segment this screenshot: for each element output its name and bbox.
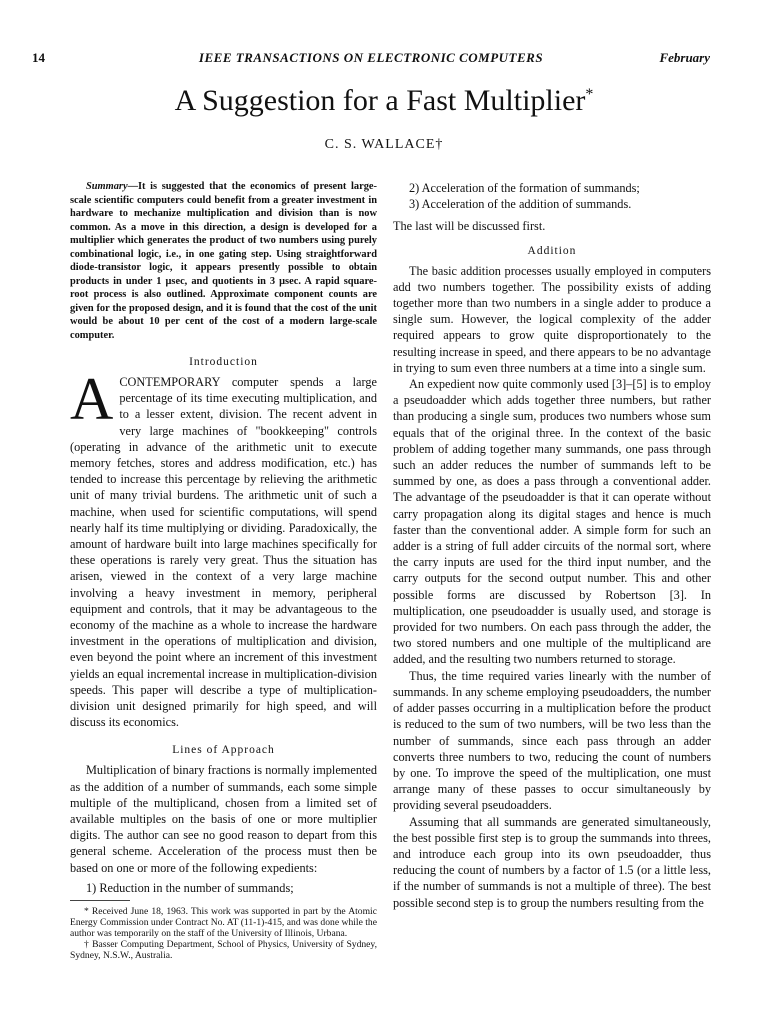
drop-cap: A — [70, 366, 114, 432]
addition-paragraph-4: Assuming that all summands are generated simultaneously, the best possible first step is to group the summands into threes, and introduce each group into its own pseudoadder, thus reducing the count of numbers by a factor of 1.5 (or a little less, if the number of summands is not a multiple of three). The best possible second step is to group the numbers resulting from the — [393, 814, 711, 910]
section-heading-addition: Addition — [527, 244, 577, 257]
intro-text: CONTEMPORARY computer spends a large percentage of its time executing multiplication, and to a lesser extent, division. The recent advent in very large machines of "bookkeeping" controls (operating in advance of the arithmetic unit to execute memory fetches, stores and address modification, etc.) has tended to increase this percentage by relieving the arithmetic unit of many trivial burdens. The arithmetic unit of such a machine, when used for scientific computations, will spend nearly half its time multiplying or dividing. Paradoxically, the amount of hardware built into large machines specifically for these operations is rarely very great. Thus the situation has arisen, viewed in the context of a very large machine involving a heavy investment in memory, peripheral equipment and controls, that it may be advantageous to the economy of the machine as a whole to increase the hardware investment in the operations of multiplication and division, even beyond the point where an increment of this investment yields an equal incremental increase in multiplication-division speeds. This paper will describe a type of multiplication-division unit designed primarily for high speed, and will discuss its economics. — [70, 375, 377, 730]
list-item-1: 1) Reduction in the number of summands; — [86, 880, 294, 895]
summary-abstract — [70, 180, 377, 342]
footnote-rule — [70, 900, 130, 901]
list-item-3: 3) Acceleration of the addition of summands. — [409, 197, 632, 212]
footnotes — [70, 906, 377, 961]
section-heading-introduction: Introduction — [189, 356, 258, 368]
paper-title-text: A Suggestion for a Fast Multiplier — [174, 84, 586, 117]
left-column — [70, 180, 377, 896]
approach-paragraph: Multiplication of binary fractions is normally implemented as the addition of a number of summands, each some simple multiple of the multiplicand, chosen from a limited set of available multiples on the basis of one or more multiplier digits. The author can see no good reason to depart from this general scheme. Acceleration of the process must then be based on one or more of the following expedients: — [70, 763, 377, 875]
section-heading-lines-of-approach: Lines of Approach — [172, 744, 275, 757]
journal-name: IEEE TRANSACTIONS ON ELECTRONIC COMPUTERS — [198, 50, 544, 65]
title-footnote-mark: * — [585, 86, 594, 103]
addition-paragraph-2: An expedient now quite commonly used [3]–[5] is to employ a pseudoadder which adds together three numbers, but rather than producing a single sum, produces two numbers whose sum equals that of the original three. In the context of the basic problem of adding together many summands, one pass through such an adder reduces the number of summands left to be summed by one, as does a pass through a conventional adder. The advantage of the pseudoadder is that it can operate without carry propagation along its digital stages and hence is much faster than the conventional adder. A simple form for such an adder is a string of full adder circuits of the normal sort, where the carry inputs are used for the third input number, and the carry outputs for the second output number. This and other possible forms are discussed by Robertson [3]. In multiplication, one pseudoadder is usually used, and storage is provided for two numbers. On each pass through the adder, the two stored numbers and one multiple of the multiplicand are added, and the resulting two numbers returned to storage. — [393, 377, 711, 667]
footnote-received: * Received June 18, 1963. This work was supported in part by the Atomic Energy Commission under Contract No. AT (11-1)-415, and was done while the author was temporarily on the staff of the University of Illinois, Urbana. — [70, 906, 377, 939]
footnote-affiliation: † Basser Computing Department, School of Physics, University of Sydney, Sydney, N.S.W., Australia. — [70, 939, 377, 961]
summary-text: —It is suggested that the economics of present large-scale scientific computers could benefit from a greater investment in hardware to mechanize multiplication and division than is now common. As a move in this direction, a design is developed for a multiplier which generates the product of two numbers using purely combinational logic, i.e., in one gating step. Using straightforward diode-transistor logic, it appears presently possible to obtain products in under 1 μsec, and quotients in 3 μsec. A rapid square-root process is also outlined. Approximate component counts are given for the proposed design, and it is found that the cost of the unit would be about 10 per cent of the cost of a modern large-scale computer. — [70, 181, 377, 341]
addition-paragraph-3: Thus, the time required varies linearly with the number of summands. In any scheme employing pseudoadders, the number of adder passes occurring in a multiplication before the product is reduced to the sum of two numbers, will be two less than the number of summands, since each pass through an adder converts three numbers to two, reducing the count of numbers by one. To improve the speed of the multiplication, one must arrange many of these passes to occur simultaneously by providing several pseudoadders. — [393, 668, 711, 813]
approach-conclusion: The last will be discussed first. — [393, 219, 546, 234]
issue-month: February — [659, 50, 710, 65]
right-column — [393, 180, 711, 911]
author-line: C. S. WALLACE† — [324, 137, 444, 152]
addition-paragraph-1: The basic addition processes usually employed in computers add two numbers together. The possibility exists of adding together more than two numbers in a single adder to produce a single sum. However, the logical complexity of the adder required appears to grow quite disproportionately to the resulting increase in speed, and there appears to be no advantage in trying to sum even three numbers at a time into a single sum. — [393, 263, 711, 375]
intro-paragraph — [70, 366, 377, 730]
running-header — [32, 50, 710, 70]
paper-title — [0, 84, 768, 118]
list-item-2: 2) Acceleration of the formation of summands; — [409, 181, 640, 195]
summary-label: Summary — [86, 181, 128, 192]
page-number: 14 — [32, 50, 45, 65]
